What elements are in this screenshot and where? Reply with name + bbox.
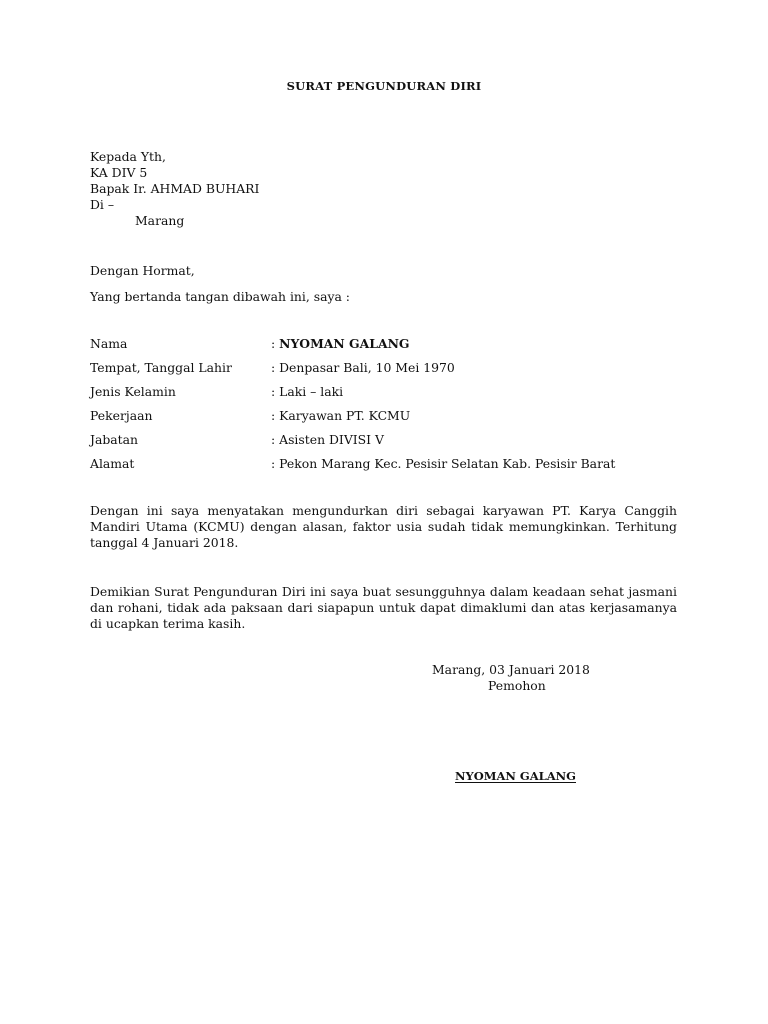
resignation-statement: Dengan ini saya menyatakan mengundurkan diri sebagai karyawan PT. Karya Canggih Mandiri Utama (KCMU) dengan alasan, faktor usia sudah tidak memungkinkan. Terhitung tanggal 4 Januari 2018. [90, 503, 677, 550]
greeting: Dengan Hormat, [90, 263, 195, 278]
identity-value [271, 336, 410, 352]
closing-paragraph: Demikian Surat Pengunduran Diri ini saya buat sesungguhnya dalam keadaan sehat jasmani dan rohani, tidak ada paksaan dari siapapun untuk dapat dimaklumi dan atas kerjasamanya di ucapkan terima kasih. [90, 584, 677, 631]
addressee-location: Marang [135, 213, 185, 228]
identity-label: Jabatan [90, 432, 139, 447]
identity-table [90, 336, 690, 480]
identity-separator: : [271, 336, 280, 351]
job-title: Asisten DIVISI V [279, 432, 384, 447]
identity-label: Nama [90, 336, 128, 351]
identity-row [90, 384, 690, 408]
identity-value [271, 456, 615, 472]
addressee-salutation: Kepada Yth, [90, 149, 166, 164]
birth-place-date: Denpasar Bali, 10 Mei 1970 [279, 360, 455, 375]
occupation: Karyawan PT. KCMU [279, 408, 411, 423]
identity-value [271, 360, 455, 376]
identity-row [90, 456, 690, 480]
gender: Laki – laki [279, 384, 344, 399]
identity-value [271, 408, 410, 424]
addressee-block [90, 149, 259, 229]
letter-title: SURAT PENGUNDURAN DIRI [286, 79, 482, 93]
intro-line: Yang bertanda tangan dibawah ini, saya : [90, 289, 350, 304]
addressee-at: Di – [90, 197, 115, 212]
identity-label: Jenis Kelamin [90, 384, 176, 399]
identity-row [90, 336, 690, 360]
identity-value [271, 432, 384, 448]
applicant-role: Pemohon [488, 678, 546, 693]
identity-separator: : [271, 384, 280, 399]
addressee-name: Bapak Ir. AHMAD BUHARI [90, 181, 260, 196]
addressee-position: KA DIV 5 [90, 165, 148, 180]
place-date: Marang, 03 Januari 2018 [432, 662, 590, 677]
identity-label: Pekerjaan [90, 408, 153, 423]
address: Pekon Marang Kec. Pesisir Selatan Kab. Pesisir Barat [279, 456, 616, 471]
identity-label: Tempat, Tanggal Lahir [90, 360, 232, 375]
identity-row [90, 408, 690, 432]
identity-separator: : [271, 360, 280, 375]
identity-row [90, 360, 690, 384]
applicant-name: NYOMAN GALANG [279, 336, 410, 351]
identity-separator: : [271, 456, 280, 471]
identity-row [90, 432, 690, 456]
identity-separator: : [271, 408, 280, 423]
identity-label: Alamat [90, 456, 135, 471]
identity-value [271, 384, 343, 400]
signer-name: NYOMAN GALANG [455, 769, 576, 783]
identity-separator: : [271, 432, 280, 447]
